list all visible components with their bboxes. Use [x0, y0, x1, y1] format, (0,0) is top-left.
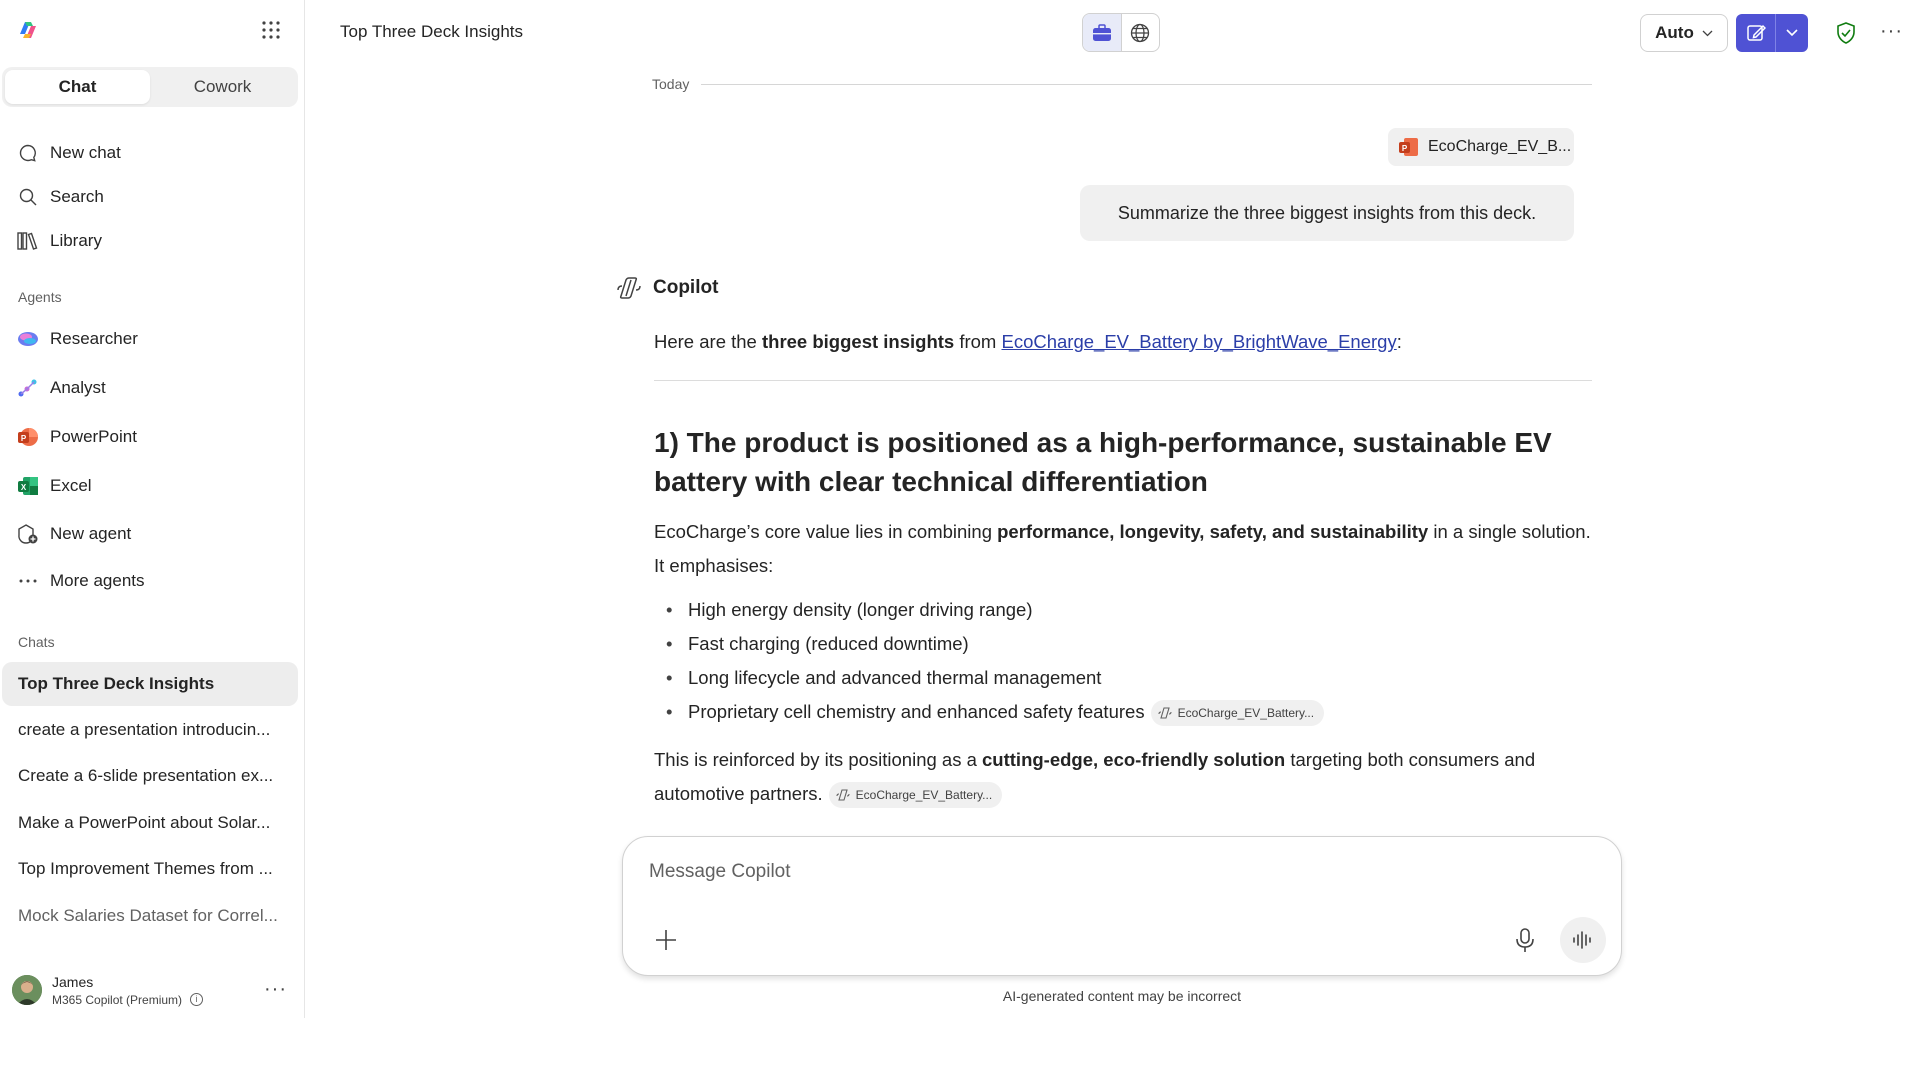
citation-label: EcoCharge_EV_Battery... [1177, 706, 1315, 721]
info-icon[interactable]: i [190, 993, 203, 1006]
citation-label: EcoCharge_EV_Battery... [855, 788, 993, 803]
tab-cowork[interactable]: Cowork [193, 77, 252, 96]
work-web-toggle [1082, 13, 1160, 52]
copilot-icon [615, 274, 643, 302]
para1-suffix: in a single solution. It emphasises: [654, 521, 1591, 576]
message-composer [622, 836, 1622, 976]
agent-excel[interactable] [16, 468, 92, 504]
insight-paragraph [654, 743, 1594, 811]
new-chat-split-button [1736, 14, 1808, 52]
attachment-name: EcoCharge_EV_B... [1428, 138, 1572, 155]
assistant-header [615, 274, 718, 302]
page-title: Top Three Deck Insights [340, 22, 523, 41]
chat-history-item[interactable]: Mock Salaries Dataset for Correl... [18, 906, 278, 925]
work-mode-button[interactable] [1083, 14, 1121, 51]
assistant-name: Copilot [653, 277, 719, 298]
agents-section-label: Agents [18, 289, 62, 305]
mode-switch [2, 67, 298, 107]
list-item [654, 593, 1594, 627]
voice-mode-button[interactable] [1560, 917, 1606, 963]
svg-text:P: P [20, 434, 27, 443]
citation-chip[interactable] [829, 782, 1003, 808]
sidebar [0, 0, 305, 1018]
profile-plan [52, 993, 203, 1007]
chat-history-item[interactable]: create a presentation introducin... [18, 720, 271, 739]
list-item [654, 661, 1594, 695]
researcher-label: Researcher [50, 329, 138, 348]
date-divider [652, 74, 1592, 94]
new-chat-button[interactable] [16, 135, 121, 171]
compose-dropdown-button[interactable] [1775, 14, 1808, 52]
citation-chip[interactable] [1151, 700, 1325, 726]
compose-button[interactable] [1736, 14, 1775, 52]
more-icon [16, 569, 40, 593]
deck-link[interactable]: EcoCharge_EV_Battery by_BrightWave_Energy [1001, 331, 1397, 352]
powerpoint-icon [16, 425, 40, 449]
copilot-logo-icon[interactable] [16, 18, 40, 42]
attachment-chip[interactable] [1388, 128, 1574, 166]
excel-icon [16, 474, 40, 498]
insight-paragraph [654, 515, 1594, 583]
intro-prefix: Here are the [654, 331, 762, 352]
model-selector[interactable] [1640, 14, 1728, 52]
chat-history-item[interactable]: Make a PowerPoint about Solar... [18, 813, 271, 832]
analyst-label: Analyst [50, 378, 106, 397]
user-profile[interactable] [12, 968, 302, 1012]
briefcase-icon [1092, 24, 1112, 42]
globe-icon [1130, 23, 1150, 43]
list-item [654, 627, 1594, 661]
audio-waveform-icon [1572, 930, 1594, 950]
library-icon [16, 229, 40, 253]
search-label: Search [50, 187, 104, 206]
list-item [654, 695, 1594, 729]
list-item-text: Proprietary cell chemistry and enhanced safety features [688, 701, 1145, 722]
chevron-down-icon [1702, 26, 1713, 40]
assistant-response [654, 327, 1594, 811]
copilot-citation-icon [835, 787, 851, 803]
tab-chat[interactable]: Chat [5, 70, 150, 104]
para2-prefix: This is reinforced by its positioning as a [654, 749, 983, 770]
svg-text:P: P [1401, 144, 1408, 153]
agent-researcher[interactable] [16, 321, 138, 357]
para2-suffix: targeting both consumers and automotive partners. [654, 749, 1536, 804]
library-button[interactable] [16, 223, 102, 259]
chat-history-item[interactable]: Top Three Deck Insights [2, 662, 298, 706]
para2-bold: cutting-edge, eco-friendly solution [982, 749, 1286, 770]
compose-icon [1746, 23, 1766, 43]
web-mode-button[interactable] [1121, 14, 1160, 51]
chevron-down-icon [1786, 29, 1798, 37]
avatar[interactable] [12, 975, 42, 1005]
search-icon [16, 185, 40, 209]
agent-analyst[interactable] [16, 370, 106, 406]
new-chat-label: New chat [50, 143, 121, 162]
svg-text:X: X [20, 483, 27, 492]
chat-history-item[interactable]: Create a 6-slide presentation ex... [18, 766, 274, 785]
intro-suffix: : [1396, 331, 1402, 352]
response-intro [654, 327, 1594, 357]
profile-more-button[interactable]: ··· [264, 978, 287, 1000]
user-message [1080, 185, 1574, 241]
app-launcher-icon[interactable] [259, 18, 283, 42]
new-agent-icon [16, 522, 40, 546]
section-divider [654, 380, 1592, 381]
excel-label: Excel [50, 476, 92, 495]
model-selector-label: Auto [1655, 23, 1694, 42]
user-message-text: Summarize the three biggest insights from this deck. [1117, 202, 1537, 223]
chat-history-item[interactable]: Top Improvement Themes from ... [18, 859, 273, 878]
microphone-icon[interactable] [1510, 925, 1540, 955]
add-attachment-icon[interactable] [651, 925, 681, 955]
list-item-text: Long lifecycle and advanced thermal management [688, 667, 1102, 688]
researcher-icon [16, 327, 40, 351]
powerpoint-file-icon [1398, 136, 1420, 158]
analyst-icon [16, 376, 40, 400]
list-item-text: High energy density (longer driving range) [688, 599, 1033, 620]
more-options-button[interactable]: ··· [1880, 20, 1903, 42]
more-agents-button[interactable] [16, 563, 145, 599]
message-input[interactable] [649, 861, 1549, 883]
agent-powerpoint[interactable] [16, 419, 137, 455]
new-agent-button[interactable] [16, 516, 131, 552]
profile-plan-label: M365 Copilot (Premium) [52, 992, 183, 1007]
powerpoint-label: PowerPoint [50, 427, 137, 446]
more-agents-label: More agents [50, 571, 145, 590]
intro-bold: three biggest insights [761, 331, 955, 352]
para1-bold: performance, longevity, safety, and sustainability [997, 521, 1429, 542]
insight-heading: 1) The product is positioned as a high-performance, sustainable EV battery with clear technical differentiation [654, 427, 1552, 497]
search-button[interactable] [16, 179, 104, 215]
copilot-citation-icon [1157, 705, 1173, 721]
divider-line [701, 84, 1592, 85]
profile-name: James [52, 973, 94, 990]
intro-mid: from [954, 331, 1002, 352]
new-agent-label: New agent [50, 524, 132, 543]
date-label: Today [652, 76, 690, 92]
feature-list [654, 593, 1594, 729]
ai-disclaimer: AI-generated content may be incorrect [1002, 988, 1242, 1004]
library-label: Library [50, 231, 102, 250]
chat-bubble-icon [16, 141, 40, 165]
profile-text [52, 974, 203, 1007]
para1-prefix: EcoCharge’s core value lies in combining [654, 521, 998, 542]
shield-check-icon[interactable] [1834, 21, 1858, 45]
list-item-text: Fast charging (reduced downtime) [688, 633, 969, 654]
chats-section-label: Chats [18, 634, 55, 650]
